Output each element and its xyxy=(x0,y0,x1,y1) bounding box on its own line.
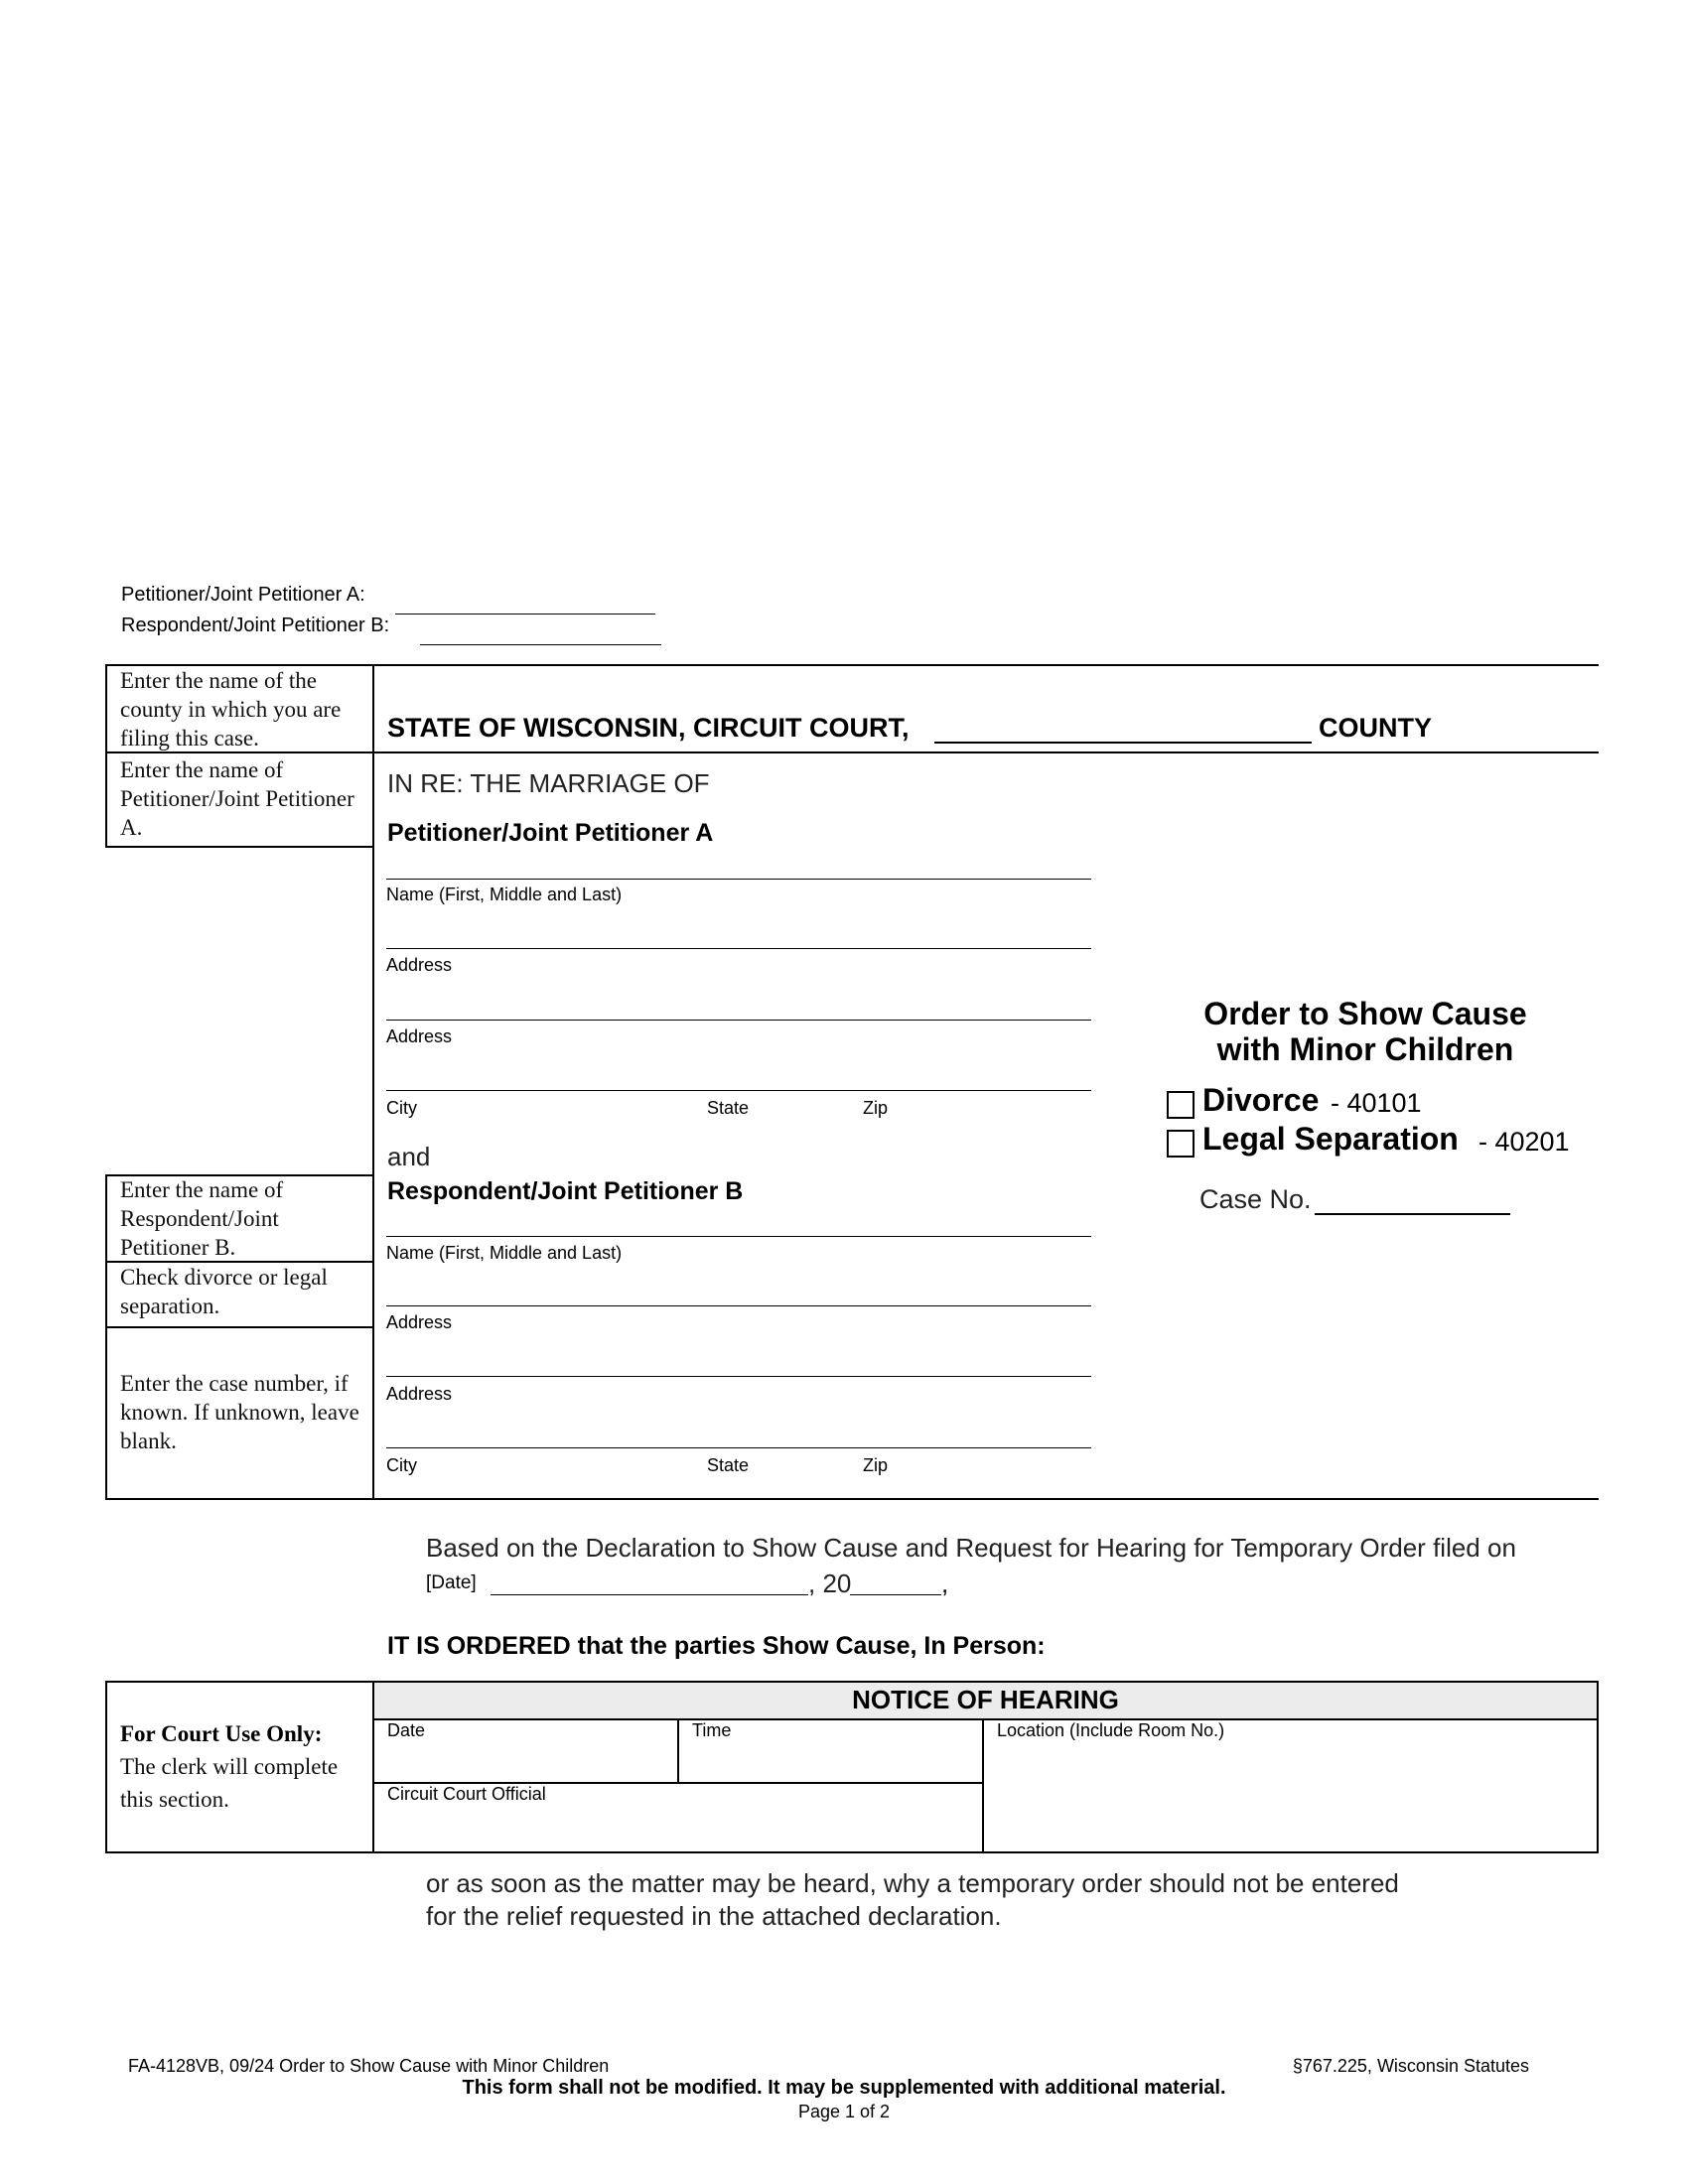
county-hint: Enter the name of the county in which you are filing this case. xyxy=(120,668,342,751)
divorce-checkbox[interactable] xyxy=(1167,1091,1195,1119)
petitioner-hint: Enter the name of Petitioner/Joint Petitioner A. xyxy=(120,757,354,840)
party-b-address1-caption: Address xyxy=(386,1312,453,1332)
case-no-label: Case No. xyxy=(1199,1184,1312,1214)
closing-line1: or as soon as the matter may be heard, why a temporary order should not be entered xyxy=(426,1868,1399,1898)
hearing-time-label: Time xyxy=(692,1720,732,1740)
sidebar-box-bottom xyxy=(105,846,374,848)
time-location-divider xyxy=(982,1718,984,1851)
legal-separation-label: Legal Separation xyxy=(1202,1121,1459,1157)
hearing-location-field[interactable] xyxy=(987,1743,1593,1846)
hearing-location-label: Location (Include Room No.) xyxy=(997,1720,1225,1740)
sidebar-left-border-bottom xyxy=(105,1174,107,1500)
and-text: and xyxy=(387,1142,431,1171)
county-name-field[interactable] xyxy=(934,742,1312,744)
court-heading: STATE OF WISCONSIN, CIRCUIT COURT, xyxy=(387,713,910,743)
date-time-divider xyxy=(677,1718,679,1782)
year-prefix: , 20 xyxy=(808,1569,852,1598)
footer-notice: This form shall not be modified. It may be supplemented with additional material. xyxy=(462,2077,1226,2099)
party-a-address2-field[interactable] xyxy=(386,1020,1091,1021)
filed-date-field[interactable] xyxy=(491,1594,808,1595)
party-b-address2-field[interactable] xyxy=(386,1376,1091,1377)
case-number-field[interactable] xyxy=(1315,1213,1510,1215)
form-title-line1: Order to Show Cause xyxy=(1203,996,1527,1031)
party-b-address2-caption: Address xyxy=(386,1384,453,1404)
date-label: [Date] xyxy=(426,1572,477,1593)
respondent-name-field[interactable] xyxy=(420,644,661,645)
party-a-zip-caption: Zip xyxy=(863,1098,889,1118)
party-b-state-caption: State xyxy=(707,1455,750,1475)
party-b-city-field[interactable] xyxy=(386,1447,1091,1448)
party-a-address1-caption: Address xyxy=(386,955,453,975)
court-use-heading: For Court Use Only: xyxy=(120,1721,323,1746)
year-suffix: , xyxy=(941,1569,949,1598)
legal-separation-checkbox[interactable] xyxy=(1167,1130,1195,1158)
party-a-city-caption: City xyxy=(386,1098,417,1118)
legal-separation-code: - 40201 xyxy=(1478,1127,1570,1157)
ordered-statement: IT IS ORDERED that the parties Show Cause, In Person: xyxy=(387,1632,1046,1660)
hearing-time-field[interactable] xyxy=(682,1743,978,1779)
party-a-address2-caption: Address xyxy=(386,1026,453,1046)
party-a-state-caption: State xyxy=(707,1098,750,1118)
party-a-name-caption: Name (First, Middle and Last) xyxy=(386,885,623,904)
filed-year-field[interactable] xyxy=(850,1594,941,1595)
court-official-field[interactable] xyxy=(377,1807,978,1846)
county-suffix: COUNTY xyxy=(1319,713,1432,743)
case-hint: Enter the case number, if known. If unknown, leave blank. xyxy=(120,1371,359,1453)
in-re-heading: IN RE: THE MARRIAGE OF xyxy=(387,768,710,798)
sidebar-left-border-top xyxy=(105,664,107,847)
party-b-address1-field[interactable] xyxy=(386,1305,1091,1306)
party-a-name-field[interactable] xyxy=(386,879,1091,880)
hearing-date-field[interactable] xyxy=(377,1743,673,1779)
caption-divider xyxy=(372,664,374,1500)
party-b-zip-caption: Zip xyxy=(863,1455,889,1475)
footer-form-id: FA-4128VB, 09/24 Order to Show Cause with Minor Children xyxy=(128,2056,610,2076)
party-b-name-caption: Name (First, Middle and Last) xyxy=(386,1243,623,1263)
sidebar-lower-rule2 xyxy=(105,1326,374,1328)
form-title-line2: with Minor Children xyxy=(1216,1031,1514,1067)
notice-title: NOTICE OF HEARING xyxy=(852,1685,1119,1714)
divorce-code: - 40101 xyxy=(1331,1088,1422,1118)
party-a-heading: Petitioner/Joint Petitioner A xyxy=(387,819,714,847)
party-b-city-caption: City xyxy=(386,1455,417,1475)
respondent-label: Respondent/Joint Petitioner B: xyxy=(121,614,390,636)
hearing-date-label: Date xyxy=(387,1720,426,1740)
type-hint: Check divorce or legal separation. xyxy=(120,1265,328,1318)
caption-bottom-rule xyxy=(105,1498,1599,1500)
party-b-name-field[interactable] xyxy=(386,1236,1091,1237)
court-official-label: Circuit Court Official xyxy=(387,1784,546,1804)
respondent-hint: Enter the name of Respondent/Joint Petitioner B. xyxy=(120,1177,284,1260)
closing-line2: for the relief requested in the attached declaration. xyxy=(426,1901,1002,1931)
court-use-text: The clerk will complete this section. xyxy=(120,1754,339,1812)
footer-page-number: Page 1 of 2 xyxy=(797,2102,891,2121)
party-a-address1-field[interactable] xyxy=(386,948,1091,949)
based-on-text: Based on the Declaration to Show Cause and Request for Hearing for Temporary Order filed on xyxy=(426,1533,1516,1563)
divorce-label: Divorce xyxy=(1202,1082,1320,1118)
footer-statute: §767.225, Wisconsin Statutes xyxy=(1292,2056,1529,2076)
party-a-city-field[interactable] xyxy=(386,1090,1091,1091)
party-b-heading: Respondent/Joint Petitioner B xyxy=(387,1177,744,1205)
petitioner-label: Petitioner/Joint Petitioner A: xyxy=(121,584,365,606)
